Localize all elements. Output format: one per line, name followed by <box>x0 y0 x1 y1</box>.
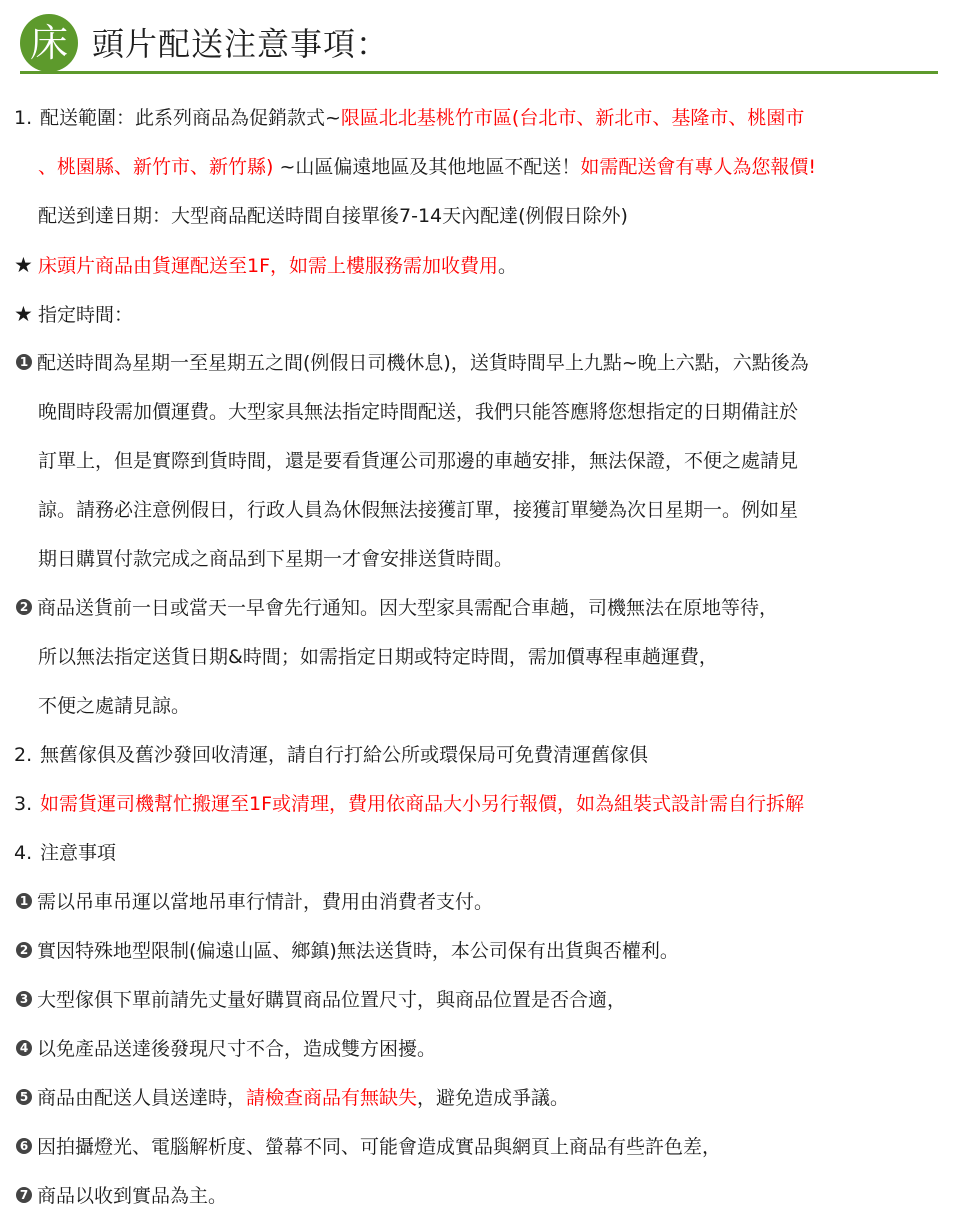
bed-badge: 床 <box>20 14 78 72</box>
moving-fee-note: 如需貨運司機幫忙搬運至1F或清理，費用依商品大小另行報價，如為組裝式設計需自行拆解 <box>40 793 805 815</box>
time-note-1-line-1 <box>14 339 944 388</box>
precautions-heading: 注意事項 <box>40 842 117 864</box>
section-2 <box>14 731 944 780</box>
note-3 <box>14 976 944 1025</box>
section-4 <box>14 829 944 878</box>
circled-number-icon: 3 <box>16 991 32 1007</box>
delivery-range-label: 配送範圍：此系列商品為促銷款式~ <box>40 107 341 129</box>
note-7 <box>14 1172 944 1221</box>
note-1 <box>14 878 944 927</box>
circled-number-icon: 6 <box>16 1138 32 1154</box>
section-number: 3. <box>14 793 33 815</box>
note-text: 晚間時段需加價運費。大型家具無法指定時間配送，我們只能答應將您想指定的日期備註於 <box>38 401 799 423</box>
note-text: 訂單上，但是實際到貨時間，還是要看貨運公司那邊的車趟安排，無法保證，不便之處請見 <box>38 450 799 472</box>
delivery-area-highlight: 限區北北基桃竹市區(台北市、新北市、基隆市、桃園市 <box>340 107 805 129</box>
recycling-note: 無舊傢俱及舊沙發回收清運，請自行打給公所或環保局可免費清運舊傢俱 <box>40 744 649 766</box>
circled-number-icon: 2 <box>16 599 32 615</box>
section-3 <box>14 780 944 829</box>
notice-content <box>14 94 944 1221</box>
designated-time-label: 指定時間： <box>38 304 134 326</box>
time-note-2-line-2 <box>14 633 944 682</box>
note-text: 所以無法指定送貨日期&時間；如需指定日期或特定時間，需加價專程車趟運費， <box>38 646 718 668</box>
note-text: ，避免造成爭議。 <box>417 1087 570 1109</box>
time-note-1-line-2 <box>14 388 944 437</box>
notice-header <box>20 14 938 74</box>
section-number: 4. <box>14 842 33 864</box>
circled-number-icon: 4 <box>16 1040 32 1056</box>
note-text: 商品由配送人員送達時， <box>37 1087 247 1109</box>
section-1-line-1 <box>14 94 944 143</box>
note-text: 商品送貨前一日或當天一早會先行通知。因大型家具需配合車趟，司機無法在原地等待， <box>37 597 779 619</box>
delivery-area-highlight-cont: 、桃園縣、新竹市、新竹縣) <box>38 156 274 178</box>
note-text: 以免產品送達後發現尺寸不合，造成雙方困擾。 <box>37 1038 437 1060</box>
page-title: 頭片配送注意事項： <box>92 25 390 63</box>
time-note-1-line-3 <box>14 437 944 486</box>
note-5 <box>14 1074 944 1123</box>
section-1-line-2 <box>14 143 944 192</box>
note-text: 因拍攝燈光、電腦解析度、螢幕不同、可能會造成實品與網頁上商品有些許色差， <box>37 1136 722 1158</box>
time-note-2-line-3 <box>14 682 944 731</box>
note-text: 商品以收到實品為主。 <box>37 1185 228 1207</box>
floor-service-period: 。 <box>498 255 518 277</box>
circled-number-icon: 2 <box>16 942 32 958</box>
floor-service-note: 床頭片商品由貨運配送至1F，如需上樓服務需加收費用 <box>38 255 499 277</box>
note-text: 實因特殊地型限制(偏遠山區、鄉鎮)無法送貨時，本公司保有出貨與否權利。 <box>37 940 679 962</box>
time-note-2-line-1 <box>14 584 944 633</box>
time-note-1-line-5 <box>14 535 944 584</box>
section-number: 2. <box>14 744 33 766</box>
note-6 <box>14 1123 944 1172</box>
note-text: 不便之處請見諒。 <box>38 695 191 717</box>
note-2 <box>14 927 944 976</box>
section-number: 1. <box>14 107 33 129</box>
circled-number-icon: 5 <box>16 1089 32 1105</box>
time-note-1-line-4 <box>14 486 944 535</box>
note-text: 需以吊車吊運以當地吊車行情計，費用由消費者支付。 <box>37 891 494 913</box>
section-1-line-3 <box>14 192 944 241</box>
note-text: 配送時間為星期一至星期五之間(例假日司機休息)，送貨時間早上九點~晚上六點，六點後為 <box>37 352 809 374</box>
note-text: 期日購買付款完成之商品到下星期一才會安排送貨時間。 <box>38 548 514 570</box>
no-delivery-note: ~山區偏遠地區及其他地區不配送！ <box>273 156 581 178</box>
star-icon: ★ <box>14 302 33 326</box>
star-item-time <box>14 290 944 339</box>
circled-number-icon: 1 <box>16 354 32 370</box>
star-item-floor <box>14 241 944 290</box>
circled-number-icon: 1 <box>16 893 32 909</box>
note-text: 大型傢俱下單前請先丈量好購買商品位置尺寸，與商品位置是否合適， <box>37 989 627 1011</box>
star-icon: ★ <box>14 253 33 277</box>
note-4 <box>14 1025 944 1074</box>
quote-note: 如需配送會有專人為您報價! <box>580 156 817 178</box>
inspect-goods-highlight: 請檢查商品有無缺失 <box>246 1087 418 1109</box>
header-divider <box>20 71 938 74</box>
circled-number-icon: 7 <box>16 1187 32 1203</box>
arrival-date-note: 配送到達日期：大型商品配送時間自接單後7-14天內配達(例假日除外) <box>38 205 628 227</box>
note-text: 諒。請務必注意例假日，行政人員為休假無法接獲訂單，接獲訂單變為次日星期一。例如星 <box>38 499 799 521</box>
